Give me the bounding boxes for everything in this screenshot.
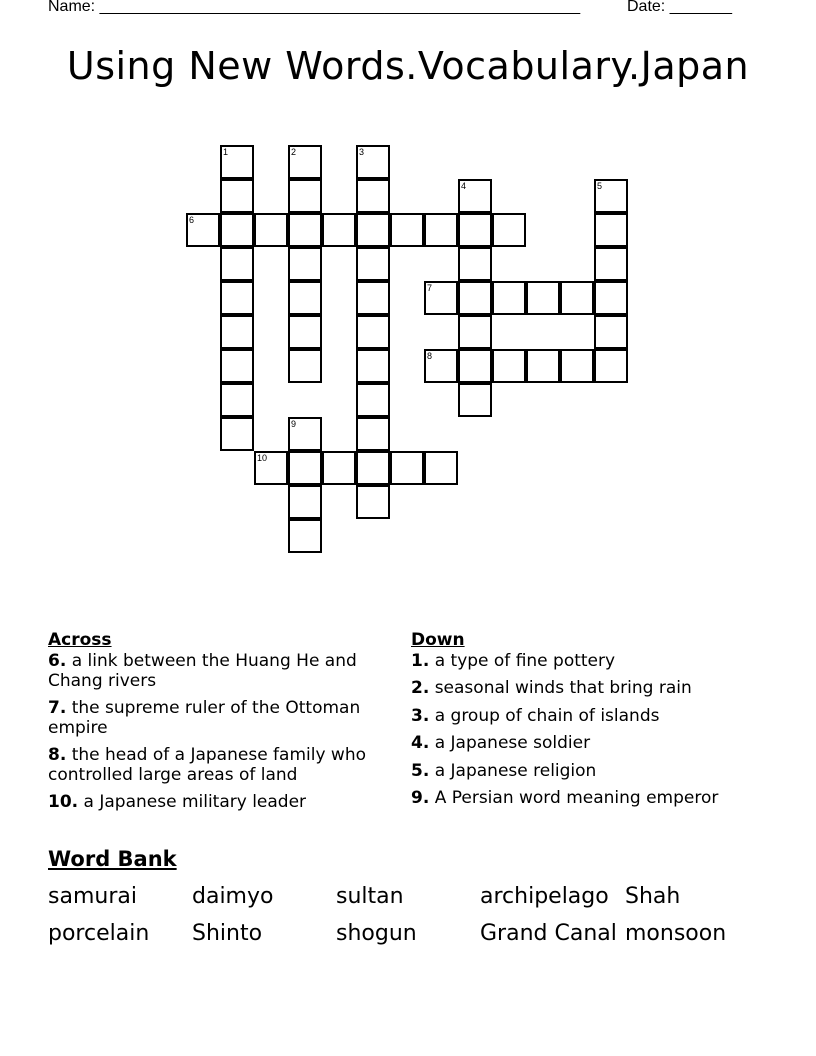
crossword-cell[interactable] — [356, 451, 390, 485]
clue-number: 4. — [411, 733, 430, 754]
crossword-cell[interactable] — [458, 281, 492, 315]
crossword-cell[interactable] — [220, 145, 254, 179]
clue-number: 1. — [411, 651, 430, 671]
clue-text: a link between the Huang He and Chang rivers — [48, 651, 357, 691]
clue-down-5 — [411, 761, 791, 781]
word-bank-word: Shah — [625, 884, 681, 909]
crossword-cell[interactable] — [220, 349, 254, 383]
crossword-cell[interactable] — [594, 349, 628, 383]
word-bank-word: porcelain — [48, 921, 150, 946]
cell-number: 7 — [427, 283, 433, 293]
clue-down-4 — [411, 733, 791, 753]
crossword-cell[interactable] — [390, 451, 424, 485]
crossword-cell[interactable] — [458, 383, 492, 417]
clue-number: 8. — [48, 745, 67, 765]
crossword-cell[interactable] — [594, 247, 628, 281]
word-bank — [48, 880, 768, 954]
crossword-cell[interactable] — [288, 417, 322, 451]
clue-text: a type of fine pottery — [434, 651, 616, 671]
clue-text: the supreme ruler of the Ottoman empire — [48, 698, 361, 738]
crossword-cell[interactable] — [356, 315, 390, 349]
crossword-cell[interactable] — [492, 281, 526, 315]
crossword-cell[interactable] — [254, 213, 288, 247]
crossword-cell[interactable] — [526, 349, 560, 383]
clue-across-6 — [48, 651, 398, 691]
name-line[interactable]: Name: ______________________________________________________ — [48, 0, 581, 15]
clue-text: a Japanese military leader — [83, 792, 307, 812]
crossword-cell[interactable] — [288, 315, 322, 349]
across-heading: Across — [48, 630, 112, 650]
cell-number: 9 — [291, 419, 297, 429]
word-bank-word: sultan — [336, 884, 404, 909]
cell-number: 8 — [427, 351, 433, 361]
word-bank-word: Grand Canal — [480, 921, 617, 946]
cell-number: 2 — [291, 147, 297, 157]
crossword-cell[interactable] — [288, 451, 322, 485]
clue-text: a Japanese soldier — [434, 733, 591, 754]
clue-number: 5. — [411, 760, 430, 781]
crossword-cell[interactable] — [492, 213, 526, 247]
crossword-cell[interactable] — [322, 213, 356, 247]
word-bank-word: archipelago — [480, 884, 609, 909]
cell-number: 10 — [257, 453, 268, 463]
crossword-cell[interactable] — [356, 179, 390, 213]
word-bank-row — [48, 917, 768, 954]
cell-number: 4 — [461, 181, 467, 191]
crossword-cell[interactable] — [526, 281, 560, 315]
crossword-cell[interactable] — [356, 349, 390, 383]
crossword-cell[interactable] — [424, 213, 458, 247]
crossword-cell[interactable] — [492, 349, 526, 383]
crossword-cell[interactable] — [424, 349, 458, 383]
clue-down-2 — [411, 678, 791, 698]
cell-number: 1 — [223, 147, 229, 157]
clue-text: a Japanese religion — [434, 760, 597, 781]
crossword-cell[interactable] — [594, 179, 628, 213]
date-line[interactable]: Date: _______ — [627, 0, 732, 15]
word-bank-word: daimyo — [192, 884, 274, 909]
crossword-cell[interactable] — [356, 383, 390, 417]
crossword-cell[interactable] — [220, 383, 254, 417]
crossword-cell[interactable] — [458, 315, 492, 349]
crossword-cell[interactable] — [220, 281, 254, 315]
crossword-cell[interactable] — [220, 179, 254, 213]
crossword-cell[interactable] — [458, 213, 492, 247]
crossword-cell[interactable] — [288, 485, 322, 519]
clue-down-9 — [411, 788, 791, 808]
crossword-cell[interactable] — [288, 349, 322, 383]
across-clues — [48, 629, 398, 819]
clue-number: 10. — [48, 792, 79, 812]
clue-number: 3. — [411, 705, 430, 726]
crossword-cell[interactable] — [220, 417, 254, 451]
word-bank-word: samurai — [48, 884, 137, 909]
clue-across-10 — [48, 792, 398, 812]
clue-text: seasonal winds that bring rain — [434, 678, 692, 699]
word-bank-row — [48, 880, 768, 917]
cell-number: 5 — [597, 181, 603, 191]
word-bank-word: shogun — [336, 921, 417, 946]
crossword-cell[interactable] — [594, 315, 628, 349]
crossword-cell[interactable] — [322, 451, 356, 485]
crossword-cell[interactable] — [356, 247, 390, 281]
cell-number: 6 — [189, 215, 195, 225]
clue-number: 2. — [411, 678, 430, 699]
clue-across-7 — [48, 698, 398, 738]
word-bank-word: monsoon — [625, 921, 727, 946]
clue-down-1 — [411, 651, 791, 671]
crossword-cell[interactable] — [254, 451, 288, 485]
crossword-cell[interactable] — [390, 213, 424, 247]
clue-text: a group of chain of islands — [434, 705, 660, 726]
down-clues — [411, 629, 791, 815]
page-title: Using New Words.Vocabulary.Japan — [66, 44, 750, 88]
crossword-cell[interactable] — [220, 247, 254, 281]
crossword-cell[interactable] — [594, 213, 628, 247]
crossword-cell[interactable] — [220, 213, 254, 247]
down-heading: Down — [411, 630, 465, 650]
crossword-cell[interactable] — [424, 451, 458, 485]
crossword-cell[interactable] — [458, 349, 492, 383]
crossword-cell[interactable] — [186, 213, 220, 247]
crossword-cell[interactable] — [288, 519, 322, 553]
clue-number: 7. — [48, 698, 67, 718]
crossword-cell[interactable] — [594, 281, 628, 315]
crossword-cell[interactable] — [424, 281, 458, 315]
crossword-cell[interactable] — [288, 179, 322, 213]
crossword-cell[interactable] — [560, 281, 594, 315]
crossword-cell[interactable] — [288, 213, 322, 247]
crossword-cell[interactable] — [356, 145, 390, 179]
crossword-cell[interactable] — [356, 281, 390, 315]
crossword-cell[interactable] — [288, 145, 322, 179]
crossword-cell[interactable] — [288, 281, 322, 315]
word-bank-title: Word Bank — [48, 847, 177, 871]
clue-number: 6. — [48, 651, 67, 671]
crossword-cell[interactable] — [288, 247, 322, 281]
crossword-cell[interactable] — [220, 315, 254, 349]
crossword-cell[interactable] — [458, 247, 492, 281]
clue-text: the head of a Japanese family who controlled large areas of land — [48, 745, 367, 785]
crossword-cell[interactable] — [356, 213, 390, 247]
crossword-cell[interactable] — [356, 485, 390, 519]
crossword-cell[interactable] — [560, 349, 594, 383]
crossword-cell[interactable] — [458, 179, 492, 213]
clue-across-8 — [48, 745, 398, 785]
clue-text: A Persian word meaning emperor — [434, 787, 719, 808]
clue-down-3 — [411, 706, 791, 726]
crossword-cell[interactable] — [356, 417, 390, 451]
clue-number: 9. — [411, 787, 430, 808]
word-bank-word: Shinto — [192, 921, 263, 946]
cell-number: 3 — [359, 147, 365, 157]
